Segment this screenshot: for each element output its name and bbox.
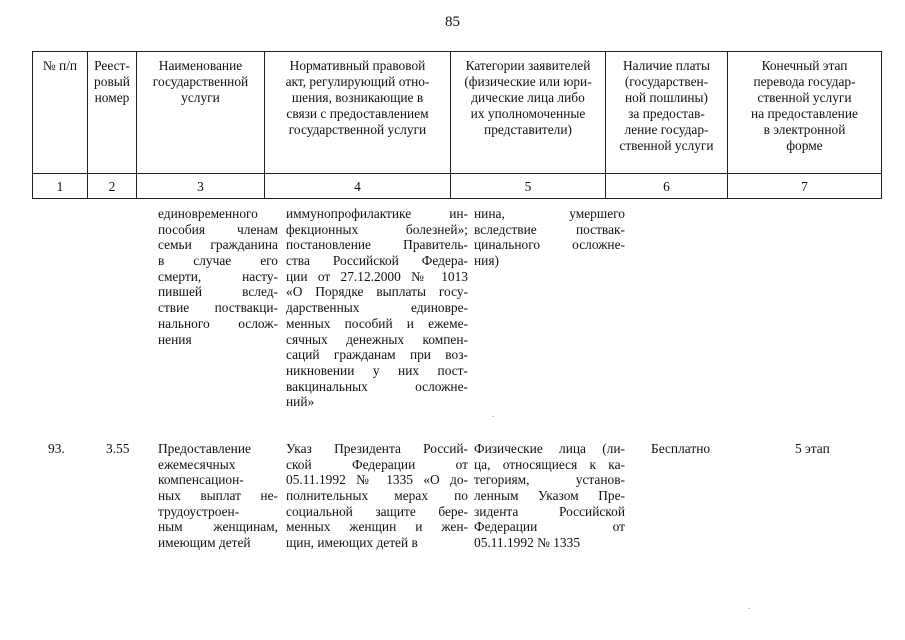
column-number: 2 bbox=[88, 174, 137, 199]
column-number: 4 bbox=[265, 174, 451, 199]
text-line: ежемесячных bbox=[158, 456, 236, 472]
text-line: менных женщин и жен- bbox=[286, 519, 468, 535]
text-line: постановление Правитель- bbox=[286, 237, 468, 253]
services-table-header bbox=[32, 51, 882, 199]
text-line: социальной защите бере- bbox=[286, 503, 468, 519]
text-line: ния) bbox=[474, 253, 499, 269]
text-line: Физические лица (ли- bbox=[474, 441, 625, 456]
column-number: 3 bbox=[137, 174, 265, 199]
text-line: Предоставление bbox=[158, 441, 251, 456]
header-number: № п/п bbox=[33, 52, 88, 174]
text-line: в случае его bbox=[158, 253, 278, 269]
text-line: нения bbox=[158, 331, 192, 347]
text-line: дарственных единовре- bbox=[286, 300, 468, 316]
row-93-number: 93. bbox=[48, 441, 65, 456]
continuation-applicant-category bbox=[474, 206, 625, 269]
text-line: Указ Президента Россий- bbox=[286, 441, 468, 456]
text-line: менных пособий и ежеме- bbox=[286, 315, 468, 331]
text-line: сячных денежных компен- bbox=[286, 331, 468, 347]
text-line: компенсацион- bbox=[158, 472, 244, 488]
column-number: 5 bbox=[451, 174, 606, 199]
header-applicant-categories: Категории заявителей (физические или юри- дические лица либо их уполномоченные представители) bbox=[451, 52, 606, 174]
text-line: вследствие поствак- bbox=[474, 221, 625, 237]
text-line: ленным Указом Пре- bbox=[474, 488, 625, 504]
text-line: ным женщинам, bbox=[158, 519, 278, 535]
text-line: смерти, насту- bbox=[158, 268, 278, 284]
text-line: фекционных болезней»; bbox=[286, 221, 468, 237]
text-line: цинального осложне- bbox=[474, 237, 625, 253]
row-93-service-name bbox=[158, 441, 278, 551]
text-line: ской Федерации от bbox=[286, 456, 468, 472]
row-93-final-stage: 5 этап bbox=[795, 441, 830, 456]
continuation-service-name bbox=[158, 206, 278, 347]
text-line: нального ослож- bbox=[158, 315, 278, 331]
text-line: полнительных мерах по bbox=[286, 488, 468, 504]
row-93-applicant-category bbox=[474, 441, 625, 551]
text-line: тегориям, установ- bbox=[474, 472, 625, 488]
text-line: 05.11.1992 № 1335 bbox=[474, 535, 581, 551]
header-final-stage: Конечный этап перевода государ- ственной услуги на предоставление в электронной форме bbox=[728, 52, 882, 174]
text-line: вакцинальных осложне- bbox=[286, 378, 468, 394]
row-93-registry-number: 3.55 bbox=[106, 441, 130, 456]
text-line: никновении у них пост- bbox=[286, 362, 468, 378]
text-line: нина, умершего bbox=[474, 206, 625, 221]
text-line: ствие поствакци- bbox=[158, 300, 278, 316]
text-line: Федерации от bbox=[474, 519, 625, 535]
text-line: зидента Российской bbox=[474, 503, 625, 519]
text-line: пособия членам bbox=[158, 221, 278, 237]
text-line: ции от 27.12.2000 № 1013 bbox=[286, 268, 468, 284]
column-number: 7 bbox=[728, 174, 882, 199]
text-line: ний» bbox=[286, 394, 315, 410]
text-line: иммунопрофилактике ин- bbox=[286, 206, 468, 221]
text-line: ства Российской Федера- bbox=[286, 253, 468, 269]
text-line: щин, имеющих детей в bbox=[286, 535, 418, 551]
scan-speck bbox=[492, 416, 494, 417]
header-service-name: Наименование государственной услуги bbox=[137, 52, 265, 174]
text-line: пившей вслед- bbox=[158, 284, 278, 300]
text-line: ных выплат не- bbox=[158, 488, 278, 504]
scan-speck bbox=[748, 608, 750, 609]
text-line: трудоустроен- bbox=[158, 503, 240, 519]
column-number: 6 bbox=[606, 174, 728, 199]
row-93-fee: Бесплатно bbox=[651, 441, 711, 456]
text-line: 05.11.1992 № 1335 «О до- bbox=[286, 472, 468, 488]
page-number: 85 bbox=[445, 14, 460, 30]
row-93-legal-act bbox=[286, 441, 468, 551]
text-line: семьи гражданина bbox=[158, 237, 278, 253]
text-line: единовременного bbox=[158, 206, 258, 221]
header-fee: Наличие платы (государствен- ной пошлины) за предостав- ление государ- ственной услуги bbox=[606, 52, 728, 174]
header-legal-act: Нормативный правовой акт, регулирующий отно- шения, возникающие в связи с предоставлением государственной услуги bbox=[265, 52, 451, 174]
header-registry-number: Реест- ровый номер bbox=[88, 52, 137, 174]
text-line: имеющим детей bbox=[158, 535, 251, 551]
text-line: ца, относящиеся к ка- bbox=[474, 456, 625, 472]
continuation-legal-act bbox=[286, 206, 468, 410]
text-line: «О Порядке выплаты госу- bbox=[286, 284, 468, 300]
text-line: саций гражданам при воз- bbox=[286, 347, 468, 363]
column-number: 1 bbox=[33, 174, 88, 199]
